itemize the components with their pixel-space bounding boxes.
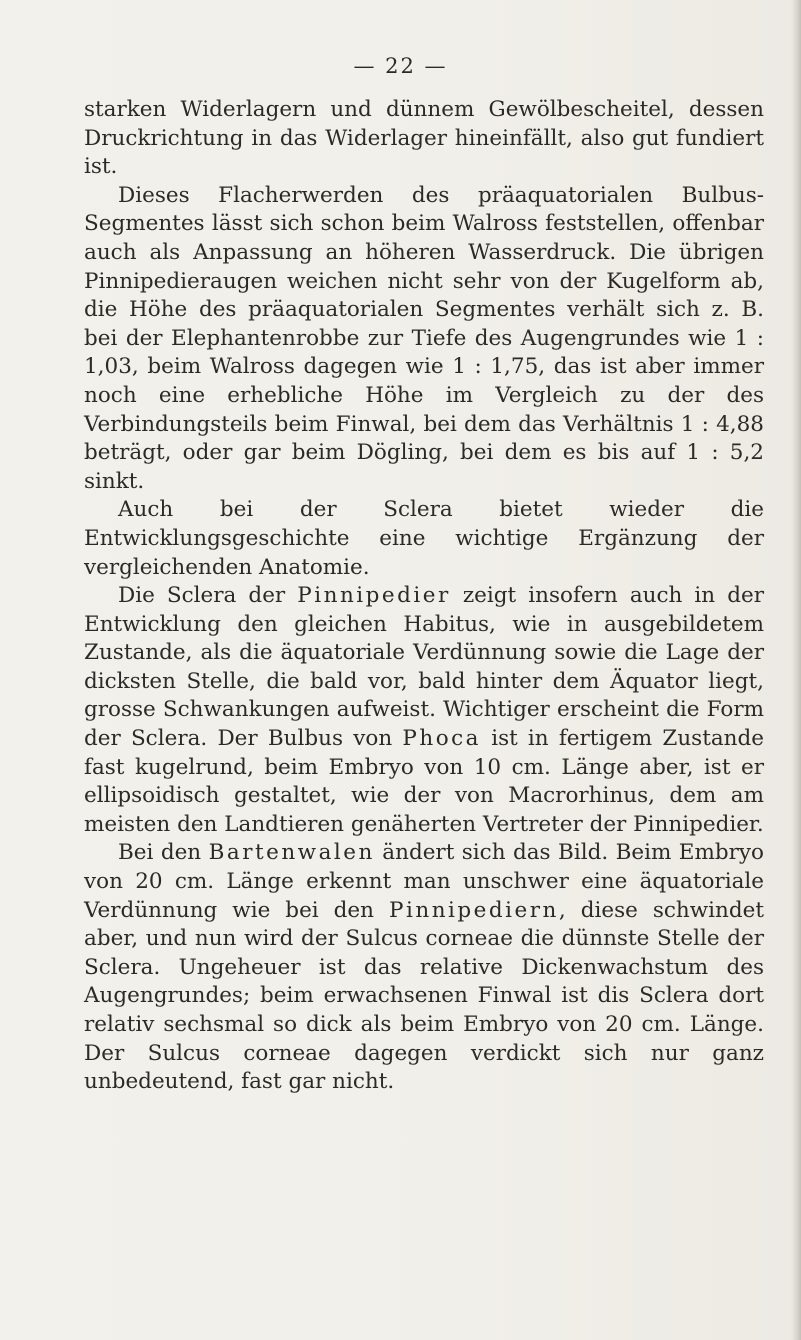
text-run: Bei den (118, 840, 209, 866)
text-run: ändert sich das Bild. Beim Embryo von 20 cm. Länge erkennt man unschwer eine äquatoriale Verdünnung wie bei den (84, 840, 764, 923)
text-run: zeigt insofern auch in der Entwicklung den gleichen Habitus, wie in ausgebildetem Zustande, als die äquatoriale Verdünnung sowie die Lage der dicksten Stelle, die bald vor, bald hinter dem Äquator liegt, grosse Schwankungen aufweist. Wichtiger erscheint die Form der Sclera. Der Bulbus von (84, 583, 764, 752)
spaced-term: Pinnipediern (389, 897, 559, 923)
text-run: Dieses Flacherwerden des präaquatorialen Bulbus-Segmentes lässt sich schon beim Walross feststellen, offenbar auch als Anpassung an höheren Wasserdruck. Die übrigen Pinnipedieraugen weichen nicht sehr von der Kugelform ab, die Höhe des präaquatorialen Segmentes verhält sich z. B. bei der Elephantenrobbe zur Tiefe des Augengrundes wie 1 : 1,03, beim Walross dagegen wie 1 : 1,75, das ist aber immer noch eine erhebliche Höhe im Vergleich zu der des Verbindungsteils beim Finwal, bei dem das Verhältnis 1 : 4,88 beträgt, oder gar beim Dögling, bei dem es bis auf 1 : 5,2 sinkt. (84, 182, 764, 494)
page-number: — 22 — (353, 54, 448, 78)
spaced-term: Pinnipedier (297, 583, 451, 609)
spaced-term: Bartenwalen (208, 840, 375, 866)
text-run: starken Widerlagern und dünnem Gewölbescheitel, dessen Druckrichtung in das Widerlager hineinfällt, also gut fundiert ist. (84, 97, 764, 180)
body-text (84, 96, 764, 1097)
text-run: ist in fertigem Zustande fast kugelrund, beim Embryo von 10 cm. Länge aber, ist er ellipsoidisch gestaltet, wie der von Macrorhinus, dem am meisten den Landtieren genäherten Vertreter der Pinnipedier. (84, 726, 764, 837)
text-run: Auch bei der Sclera bietet wieder die Entwicklungsgeschichte eine wichtige Ergänzung der vergleichenden Anatomie. (84, 497, 764, 580)
paragraph (84, 182, 764, 497)
spaced-term: Phoca (402, 726, 481, 752)
paragraph (84, 496, 764, 582)
text-run: , diese schwindet aber, und nun wird der Sulcus corneae die dünnste Stelle der Sclera. Ungeheuer ist das relative Dickenwachstum des Augengrundes; beim erwachsenen Finwal ist dis Sclera dort relativ sechsmal so dick als beim Embryo von 20 cm. Länge. Der Sulcus corneae dagegen verdickt sich nur ganz unbedeutend, fast gar nicht. (84, 897, 765, 1095)
text-run: Die Sclera der (118, 583, 298, 609)
paragraph (84, 839, 764, 1096)
paragraph (84, 96, 764, 182)
page-edge-shadow (791, 0, 801, 1340)
paragraph (84, 582, 764, 839)
